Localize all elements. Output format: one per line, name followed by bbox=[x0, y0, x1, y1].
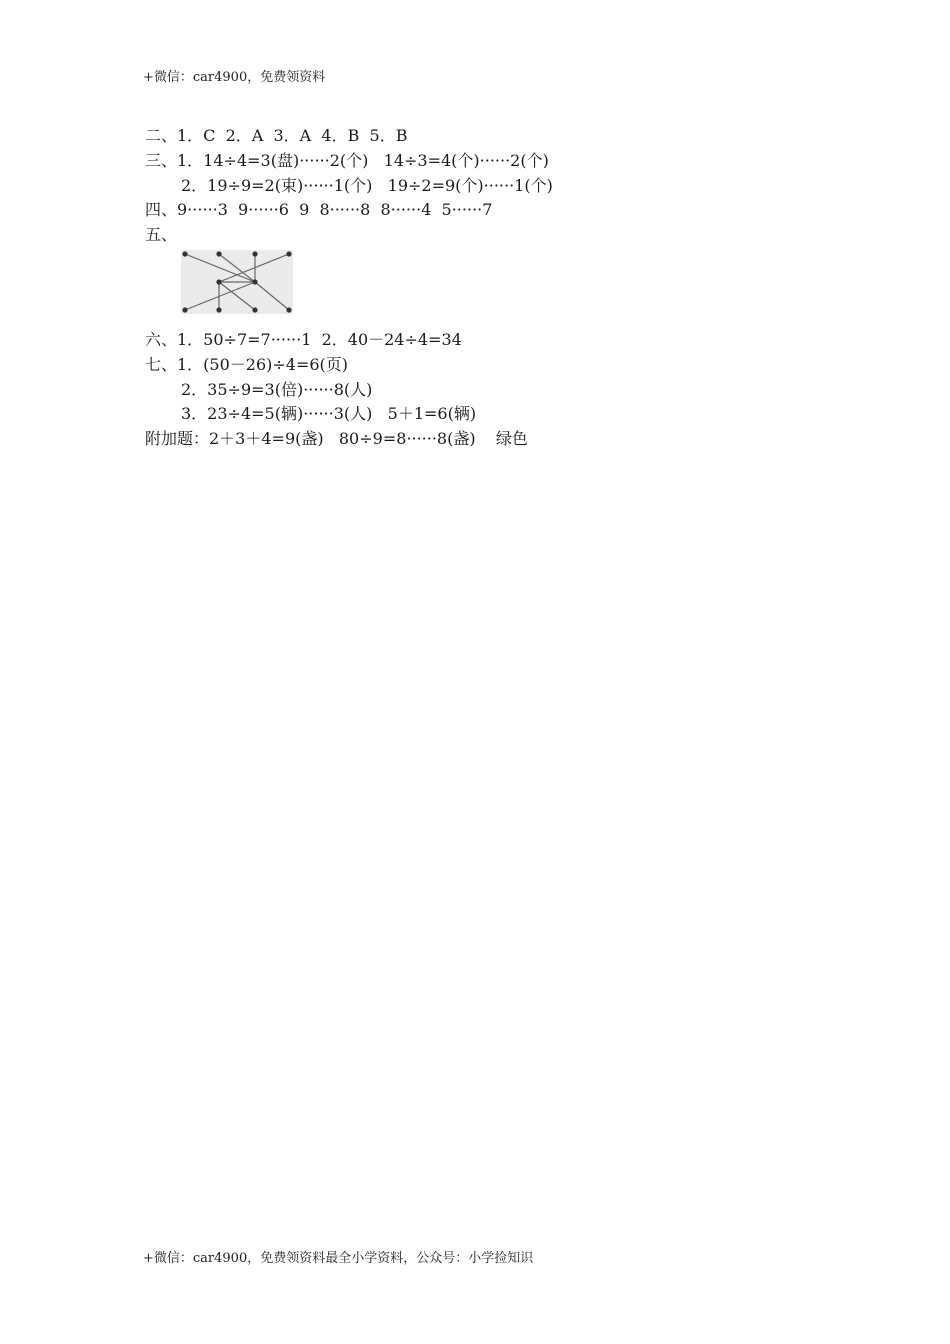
bonus-question-answer: 附加题：2＋3＋4=9(盏) 80÷9=8······8(盏) 绿色 bbox=[145, 429, 528, 449]
section-3-answer-2: 2．19÷9=2(束)······1(个) 19÷2=9(个)······1(个) bbox=[181, 175, 553, 195]
section-2-answers: 二、1．C 2．A 3．A 4．B 5．B bbox=[145, 126, 408, 145]
section-7-answer-2: 2．35÷9=3(倍)······8(人) bbox=[181, 379, 373, 399]
dot-matching-diagram-icon bbox=[181, 250, 293, 314]
section-7-answer-1: 七、1．(50－26)÷4=6(页) bbox=[145, 354, 349, 374]
section-7-answer-3: 3．23÷4=5(辆)······3(人) 5＋1=6(辆) bbox=[181, 404, 477, 424]
page-footer-note: +微信：car4900，免费领资料最全小学资料，公众号：小学捡知识 bbox=[143, 1251, 534, 1266]
page-header-note: +微信：car4900，免费领资料 bbox=[143, 70, 326, 85]
section-4-answers: 四、9······3 9······6 9 8······8 8······4 5······7 bbox=[145, 200, 493, 220]
section-6-answers: 六、1．50÷7=7······1 2．40－24÷4=34 bbox=[145, 329, 462, 349]
answer-key bbox=[145, 124, 553, 452]
section-3-answer-1: 三、1．14÷4=3(盘)······2(个) 14÷3=4(个)······2(个) bbox=[145, 150, 549, 170]
section-5-label: 五、 bbox=[145, 225, 178, 245]
